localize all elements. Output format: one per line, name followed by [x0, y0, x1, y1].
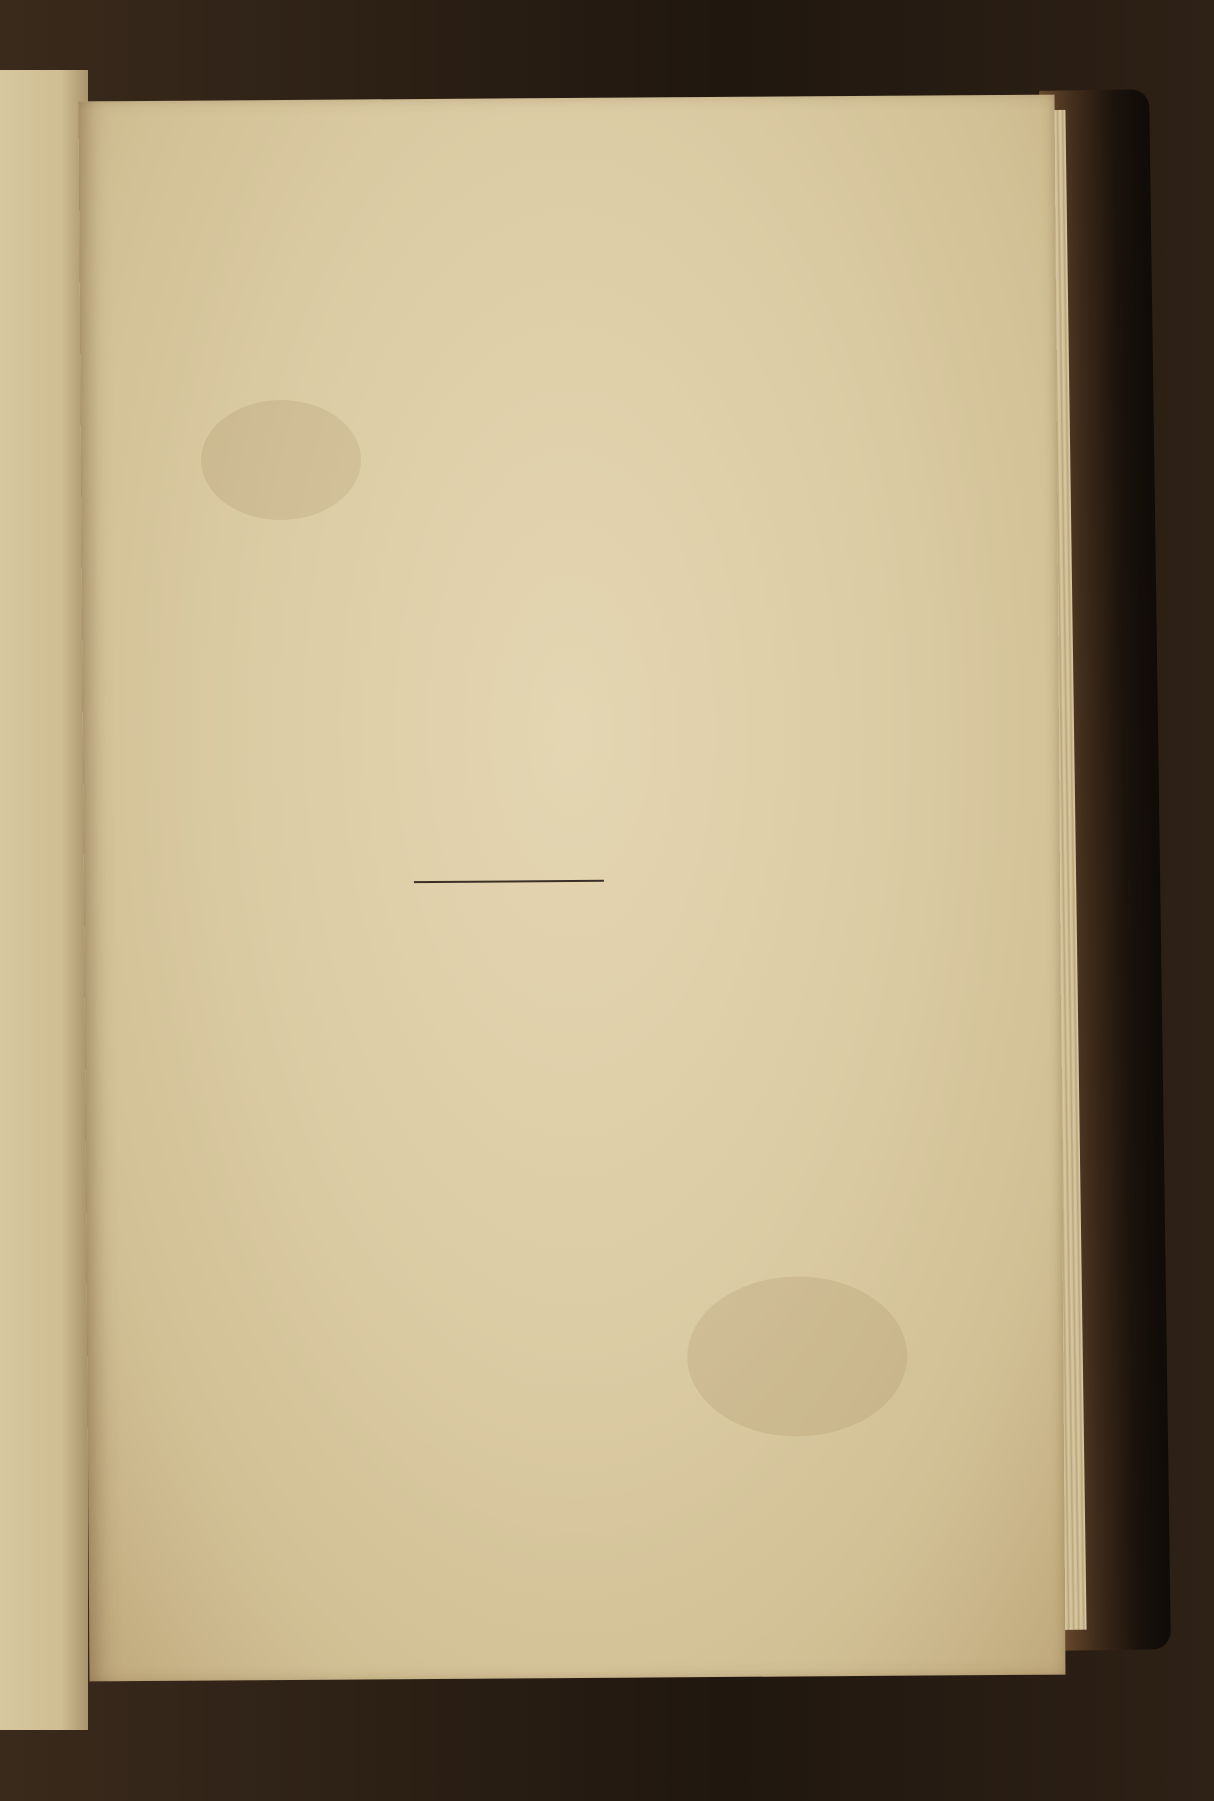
- right-page: [78, 95, 1065, 1682]
- page-number: [79, 207, 991, 213]
- left-page-text-fragments: [4, 70, 88, 1730]
- body-text-top: [116, 266, 926, 272]
- paper-stain: [201, 399, 362, 520]
- paper-stain: [687, 1276, 908, 1438]
- section-divider-rule: [414, 880, 604, 883]
- body-text-bottom: [121, 1079, 931, 1085]
- chapter-title: [84, 953, 996, 959]
- chapter-subtitle: [85, 1017, 997, 1023]
- left-page: [0, 70, 88, 1730]
